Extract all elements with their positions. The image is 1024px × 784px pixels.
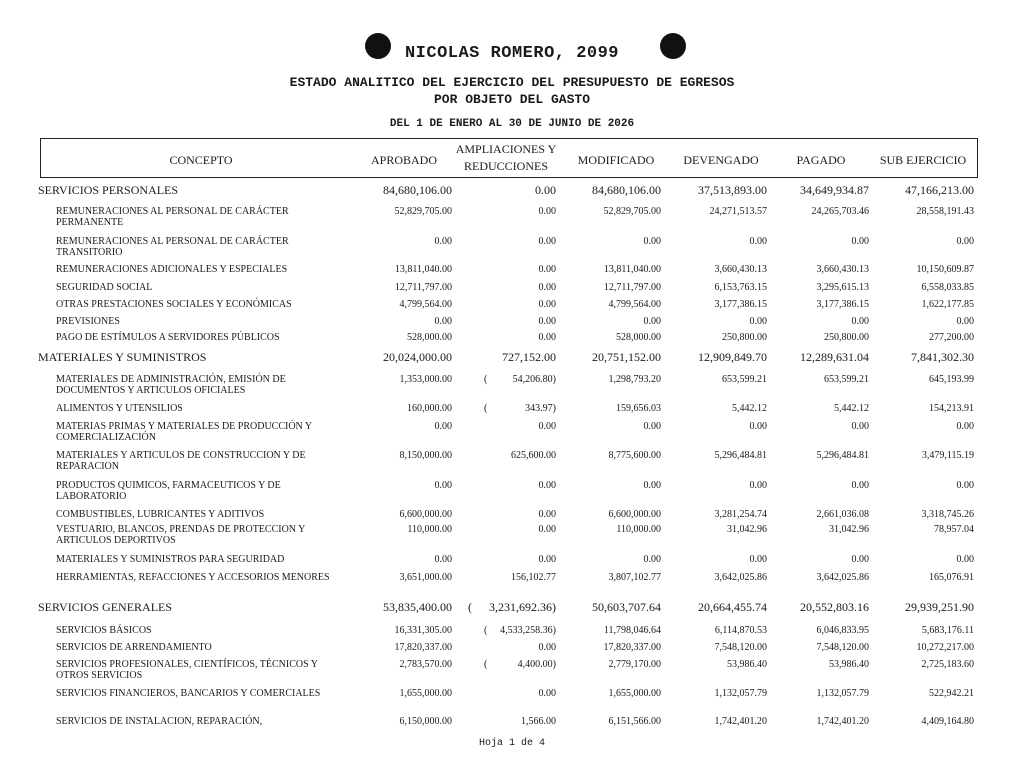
cell-devengado: 5,296,484.81 bbox=[714, 450, 767, 461]
cell-pagado: 0.00 bbox=[851, 480, 869, 491]
cell-pagado: 5,442.12 bbox=[834, 403, 869, 414]
cell-ampliaciones: 1,566.00 bbox=[521, 716, 556, 727]
concept-label: SERVICIOS DE ARRENDAMIENTO bbox=[56, 642, 212, 653]
cell-subejercicio: 3,318,745.26 bbox=[921, 509, 974, 520]
cell-modificado: 11,798,046.64 bbox=[603, 625, 661, 636]
cell-subejercicio: 0.00 bbox=[956, 554, 974, 565]
concept-label: REMUNERACIONES AL PERSONAL DE CARÁCTER PERMANENTE bbox=[56, 206, 289, 228]
cell-subejercicio: 4,409,164.80 bbox=[921, 716, 974, 727]
concept-label: MATERIAS PRIMAS Y MATERIALES DE PRODUCCIÓN Y COMERCIALIZACIÓN bbox=[56, 421, 312, 443]
cell-devengado: 250,800.00 bbox=[722, 332, 767, 343]
cell-modificado: 0.00 bbox=[643, 236, 661, 247]
cell-subejercicio: 10,150,609.87 bbox=[916, 264, 974, 275]
cell-aprobado: 4,799,564.00 bbox=[399, 299, 452, 310]
cell-modificado: 84,680,106.00 bbox=[592, 183, 661, 197]
cell-modificado: 159,656.03 bbox=[616, 403, 661, 414]
concept-label: SERVICIOS BÁSICOS bbox=[56, 625, 152, 636]
col-modificado: MODIFICADO bbox=[577, 153, 655, 167]
cell-pagado: 0.00 bbox=[851, 316, 869, 327]
cell-devengado: 0.00 bbox=[749, 236, 767, 247]
cell-devengado: 24,271,513.57 bbox=[709, 206, 767, 217]
cell-subejercicio: 7,841,302.30 bbox=[911, 350, 974, 364]
col-ampliaciones-2: REDUCCIONES bbox=[463, 159, 548, 173]
cell-pagado: 0.00 bbox=[851, 421, 869, 432]
cell-devengado: 31,042.96 bbox=[727, 524, 767, 535]
cell-ampliaciones: 3,231,692.36) bbox=[489, 600, 556, 614]
cell-modificado: 110,000.00 bbox=[616, 524, 661, 535]
cell-modificado: 12,711,797.00 bbox=[603, 282, 661, 293]
cell-pagado: 653,599.21 bbox=[824, 374, 869, 385]
cell-aprobado: 12,711,797.00 bbox=[394, 282, 452, 293]
cell-ampliaciones: 0.00 bbox=[538, 642, 556, 653]
cell-ampliaciones: 0.00 bbox=[538, 524, 556, 535]
concept-label: PREVISIONES bbox=[56, 316, 120, 327]
concept-label: MATERIALES Y SUMINISTROS PARA SEGURIDAD bbox=[56, 554, 285, 565]
cell-devengado: 3,660,430.13 bbox=[714, 264, 767, 275]
cell-aprobado: 0.00 bbox=[434, 316, 452, 327]
page-number: Hoja 1 de 4 bbox=[478, 738, 545, 749]
concept-label: SERVICIOS PERSONALES bbox=[38, 183, 179, 197]
cell-subejercicio: 0.00 bbox=[956, 316, 974, 327]
negative-paren: ( bbox=[484, 374, 488, 385]
cell-ampliaciones: 0.00 bbox=[538, 509, 556, 520]
cell-aprobado: 6,600,000.00 bbox=[399, 509, 452, 520]
concept-label: HERRAMIENTAS, REFACCIONES Y ACCESORIOS MENORES bbox=[56, 572, 330, 583]
concept-label: COMBUSTIBLES, LUBRICANTES Y ADITIVOS bbox=[56, 509, 265, 520]
cell-aprobado: 110,000.00 bbox=[407, 524, 452, 535]
cell-subejercicio: 78,957.04 bbox=[934, 524, 974, 535]
cell-modificado: 0.00 bbox=[643, 480, 661, 491]
cell-subejercicio: 29,939,251.90 bbox=[905, 600, 974, 614]
cell-devengado: 1,132,057.79 bbox=[714, 688, 767, 699]
cell-subejercicio: 165,076.91 bbox=[929, 572, 974, 583]
cell-subejercicio: 10,272,217.00 bbox=[916, 642, 974, 653]
cell-aprobado: 13,811,040.00 bbox=[394, 264, 452, 275]
concept-label: REMUNERACIONES ADICIONALES Y ESPECIALES bbox=[56, 264, 288, 275]
cell-aprobado: 84,680,106.00 bbox=[383, 183, 452, 197]
concept-label: SERVICIOS FINANCIEROS, BANCARIOS Y COMERCIALES bbox=[56, 688, 321, 699]
cell-ampliaciones: 4,533,258.36) bbox=[500, 625, 556, 636]
cell-modificado: 528,000.00 bbox=[616, 332, 661, 343]
cell-aprobado: 52,829,705.00 bbox=[394, 206, 452, 217]
cell-ampliaciones: 0.00 bbox=[538, 316, 556, 327]
cell-aprobado: 17,820,337.00 bbox=[394, 642, 452, 653]
cell-aprobado: 1,655,000.00 bbox=[399, 688, 452, 699]
cell-pagado: 3,642,025.86 bbox=[816, 572, 869, 583]
cell-subejercicio: 5,683,176.11 bbox=[921, 625, 974, 636]
cell-devengado: 5,442.12 bbox=[732, 403, 767, 414]
table-header bbox=[40, 138, 978, 178]
cell-ampliaciones: 0.00 bbox=[538, 282, 556, 293]
cell-ampliaciones: 0.00 bbox=[538, 480, 556, 491]
cell-ampliaciones: 0.00 bbox=[538, 421, 556, 432]
col-subejercicio: SUB EJERCICIO bbox=[879, 153, 967, 167]
cell-pagado: 1,742,401.20 bbox=[816, 716, 869, 727]
cell-pagado: 2,661,036.08 bbox=[816, 509, 869, 520]
cell-ampliaciones: 727,152.00 bbox=[502, 350, 556, 364]
concept-label: ALIMENTOS Y UTENSILIOS bbox=[56, 403, 183, 414]
cell-devengado: 0.00 bbox=[749, 421, 767, 432]
cell-pagado: 20,552,803.16 bbox=[800, 600, 869, 614]
cell-aprobado: 528,000.00 bbox=[407, 332, 452, 343]
cell-devengado: 53,986.40 bbox=[727, 659, 767, 670]
concept-label: VESTUARIO, BLANCOS, PRENDAS DE PROTECCION Y ARTICULOS DEPORTIVOS bbox=[56, 524, 305, 546]
cell-ampliaciones: 625,600.00 bbox=[511, 450, 556, 461]
cell-aprobado: 1,353,000.00 bbox=[399, 374, 452, 385]
cell-devengado: 37,513,893.00 bbox=[698, 183, 767, 197]
cell-pagado: 24,265,703.46 bbox=[811, 206, 869, 217]
cell-ampliaciones: 0.00 bbox=[538, 332, 556, 343]
cell-modificado: 0.00 bbox=[643, 554, 661, 565]
entity-name: NICOLAS ROMERO, 2099 bbox=[404, 44, 620, 63]
cell-ampliaciones: 0.00 bbox=[538, 299, 556, 310]
cell-pagado: 7,548,120.00 bbox=[816, 642, 869, 653]
col-devengado: DEVENGADO bbox=[683, 153, 759, 167]
cell-modificado: 52,829,705.00 bbox=[603, 206, 661, 217]
cell-subejercicio: 3,479,115.19 bbox=[921, 450, 974, 461]
cell-aprobado: 53,835,400.00 bbox=[383, 600, 452, 614]
cell-devengado: 12,909,849.70 bbox=[698, 350, 767, 364]
col-ampliaciones-1: AMPLIACIONES Y bbox=[455, 142, 557, 156]
concept-label: MATERIALES Y ARTICULOS DE CONSTRUCCION Y DE REPARACION bbox=[56, 450, 306, 472]
cell-subejercicio: 0.00 bbox=[956, 421, 974, 432]
cell-pagado: 1,132,057.79 bbox=[816, 688, 869, 699]
cell-modificado: 8,775,600.00 bbox=[608, 450, 661, 461]
cell-pagado: 5,296,484.81 bbox=[816, 450, 869, 461]
cell-pagado: 0.00 bbox=[851, 554, 869, 565]
negative-paren: ( bbox=[484, 659, 488, 670]
cell-modificado: 1,298,793.20 bbox=[608, 374, 661, 385]
concept-label: PRODUCTOS QUIMICOS, FARMACEUTICOS Y DE LABORATORIO bbox=[56, 480, 281, 502]
cell-modificado: 3,807,102.77 bbox=[608, 572, 661, 583]
cell-devengado: 0.00 bbox=[749, 316, 767, 327]
cell-modificado: 50,603,707.64 bbox=[592, 600, 661, 614]
cell-ampliaciones: 343.97) bbox=[525, 403, 556, 414]
cell-aprobado: 6,150,000.00 bbox=[399, 716, 452, 727]
col-aprobado: APROBADO bbox=[370, 153, 437, 167]
cell-pagado: 0.00 bbox=[851, 236, 869, 247]
cell-subejercicio: 154,213.91 bbox=[929, 403, 974, 414]
cell-modificado: 6,151,566.00 bbox=[608, 716, 661, 727]
cell-modificado: 0.00 bbox=[643, 421, 661, 432]
cell-aprobado: 0.00 bbox=[434, 421, 452, 432]
cell-devengado: 0.00 bbox=[749, 554, 767, 565]
concept-label: SERVICIOS GENERALES bbox=[38, 600, 173, 614]
negative-paren: ( bbox=[484, 625, 488, 636]
cell-aprobado: 16,331,305.00 bbox=[394, 625, 452, 636]
cell-subejercicio: 277,200.00 bbox=[929, 332, 974, 343]
cell-pagado: 31,042.96 bbox=[829, 524, 869, 535]
cell-aprobado: 0.00 bbox=[434, 554, 452, 565]
cell-aprobado: 3,651,000.00 bbox=[399, 572, 452, 583]
cell-ampliaciones: 4,400.00) bbox=[517, 659, 556, 670]
cell-pagado: 6,046,833.95 bbox=[816, 625, 869, 636]
cell-subejercicio: 6,558,033.85 bbox=[921, 282, 974, 293]
cell-devengado: 7,548,120.00 bbox=[714, 642, 767, 653]
cell-pagado: 3,660,430.13 bbox=[816, 264, 869, 275]
cell-devengado: 1,742,401.20 bbox=[714, 716, 767, 727]
cell-devengado: 3,281,254.74 bbox=[714, 509, 767, 520]
concept-label: SERVICIOS DE INSTALACION, REPARACIÓN, bbox=[56, 716, 263, 727]
cell-pagado: 3,295,615.13 bbox=[816, 282, 869, 293]
report-period: DEL 1 DE ENERO AL 30 DE JUNIO DE 2026 bbox=[389, 118, 635, 130]
cell-ampliaciones: 0.00 bbox=[538, 264, 556, 275]
negative-paren: ( bbox=[468, 600, 472, 614]
cell-subejercicio: 522,942.21 bbox=[929, 688, 974, 699]
cell-pagado: 250,800.00 bbox=[824, 332, 869, 343]
cell-aprobado: 2,783,570.00 bbox=[399, 659, 452, 670]
cell-ampliaciones: 0.00 bbox=[538, 554, 556, 565]
negative-paren: ( bbox=[484, 403, 488, 414]
cell-subejercicio: 2,725,183.60 bbox=[921, 659, 974, 670]
col-concepto: CONCEPTO bbox=[169, 153, 233, 167]
cell-pagado: 34,649,934.87 bbox=[800, 183, 869, 197]
cell-pagado: 53,986.40 bbox=[829, 659, 869, 670]
cell-pagado: 12,289,631.04 bbox=[800, 350, 869, 364]
cell-subejercicio: 645,193.99 bbox=[929, 374, 974, 385]
cell-devengado: 3,177,386.15 bbox=[714, 299, 767, 310]
concept-label: MATERIALES DE ADMINISTRACIÓN, EMISIÓN DE DOCUMENTOS Y ARTICULOS OFICIALES bbox=[56, 374, 286, 396]
cell-aprobado: 0.00 bbox=[434, 480, 452, 491]
cell-subejercicio: 0.00 bbox=[956, 236, 974, 247]
concept-label: MATERIALES Y SUMINISTROS bbox=[38, 350, 207, 364]
cell-devengado: 3,642,025.86 bbox=[714, 572, 767, 583]
cell-subejercicio: 28,558,191.43 bbox=[916, 206, 974, 217]
concept-label: REMUNERACIONES AL PERSONAL DE CARÁCTER TRANSITORIO bbox=[56, 236, 289, 258]
cell-aprobado: 0.00 bbox=[434, 236, 452, 247]
cell-modificado: 0.00 bbox=[643, 316, 661, 327]
cell-modificado: 2,779,170.00 bbox=[608, 659, 661, 670]
cell-ampliaciones: 0.00 bbox=[538, 688, 556, 699]
cell-modificado: 6,600,000.00 bbox=[608, 509, 661, 520]
cell-devengado: 0.00 bbox=[749, 480, 767, 491]
cell-ampliaciones: 54,206.80) bbox=[512, 374, 556, 385]
cell-subejercicio: 47,166,213.00 bbox=[905, 183, 974, 197]
cell-ampliaciones: 156,102.77 bbox=[511, 572, 556, 583]
report-subtitle: POR OBJETO DEL GASTO bbox=[433, 92, 591, 107]
cell-modificado: 13,811,040.00 bbox=[603, 264, 661, 275]
report-title: ESTADO ANALITICO DEL EJERCICIO DEL PRESUPUESTO DE EGRESOS bbox=[289, 75, 735, 90]
cell-modificado: 17,820,337.00 bbox=[603, 642, 661, 653]
cell-aprobado: 20,024,000.00 bbox=[383, 350, 452, 364]
cell-ampliaciones: 0.00 bbox=[538, 236, 556, 247]
concept-label: SEGURIDAD SOCIAL bbox=[56, 282, 153, 293]
cell-pagado: 3,177,386.15 bbox=[816, 299, 869, 310]
cell-devengado: 6,153,763.15 bbox=[714, 282, 767, 293]
cell-modificado: 20,751,152.00 bbox=[592, 350, 661, 364]
cell-ampliaciones: 0.00 bbox=[538, 206, 556, 217]
concept-label: OTRAS PRESTACIONES SOCIALES Y ECONÓMICAS bbox=[56, 299, 292, 310]
col-pagado: PAGADO bbox=[796, 153, 846, 167]
cell-subejercicio: 0.00 bbox=[956, 480, 974, 491]
cell-aprobado: 160,000.00 bbox=[407, 403, 452, 414]
cell-devengado: 20,664,455.74 bbox=[698, 600, 767, 614]
cell-ampliaciones: 0.00 bbox=[535, 183, 556, 197]
cell-modificado: 4,799,564.00 bbox=[608, 299, 661, 310]
cell-subejercicio: 1,622,177.85 bbox=[921, 299, 974, 310]
cell-devengado: 6,114,870.53 bbox=[714, 625, 767, 636]
concept-label: PAGO DE ESTÍMULOS A SERVIDORES PÚBLICOS bbox=[56, 332, 280, 343]
cell-aprobado: 8,150,000.00 bbox=[399, 450, 452, 461]
cell-modificado: 1,655,000.00 bbox=[608, 688, 661, 699]
cell-devengado: 653,599.21 bbox=[722, 374, 767, 385]
concept-label: SERVICIOS PROFESIONALES, CIENTÍFICOS, TÉCNICOS Y OTROS SERVICIOS bbox=[56, 659, 318, 681]
